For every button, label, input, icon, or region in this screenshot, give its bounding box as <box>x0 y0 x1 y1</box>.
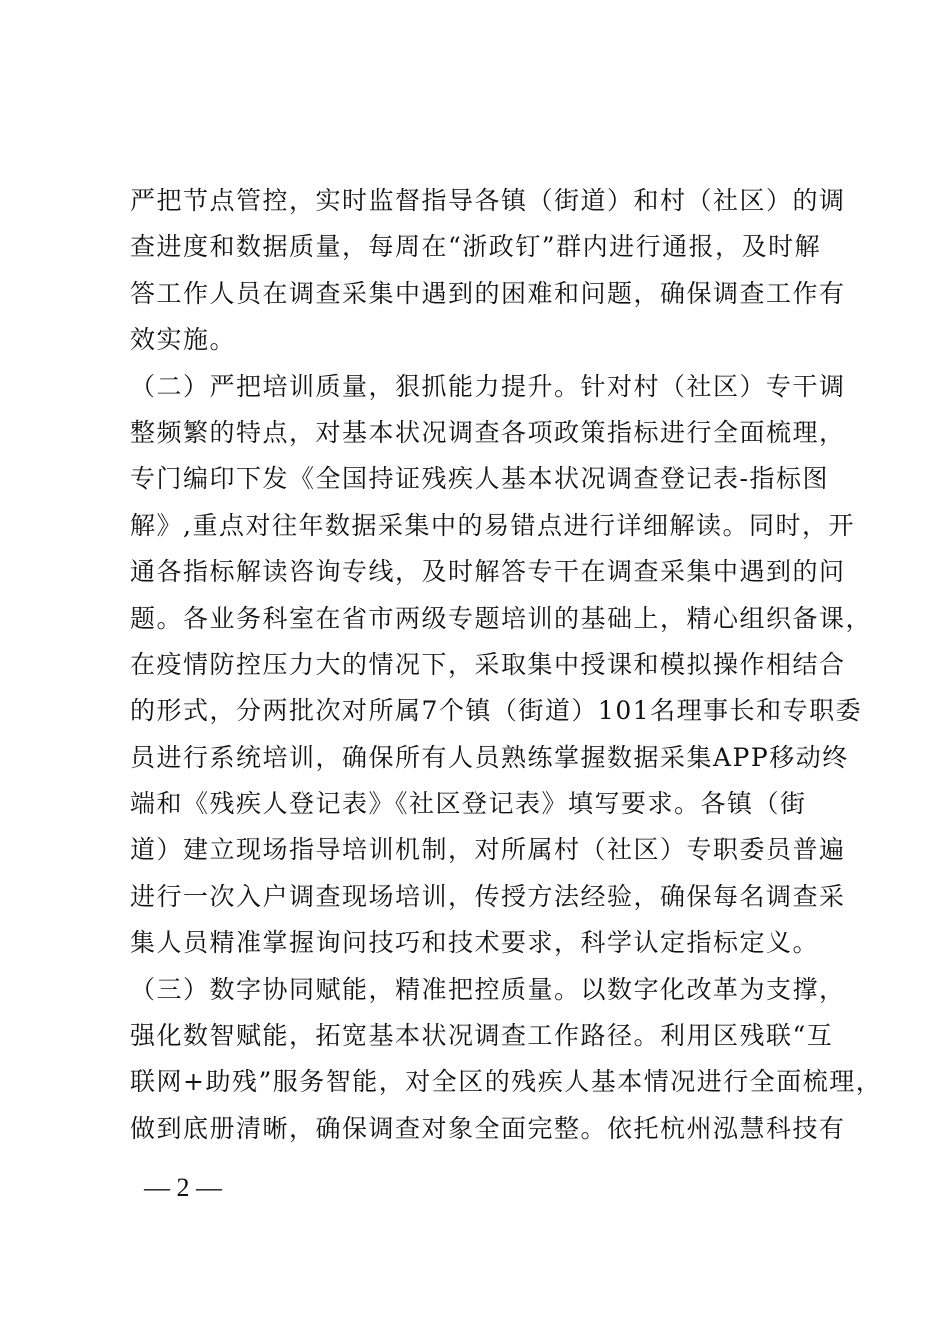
text-line: 整频繁的特点，对基本状况调查各项政策指标进行全面梳理， <box>130 417 846 447</box>
text-line: 集人员精准掌握询问技巧和技术要求，科学认定指标定义。 <box>130 928 820 958</box>
text-line: 端和《残疾人登记表》《社区登记表》填写要求。各镇（街 <box>130 789 807 819</box>
text-line: 题。各业务科室在省市两级专题培训的基础上，精心组织备课， <box>130 603 873 633</box>
section-heading-line: （二）严把培训质量，狠抓能力提升。针对村（社区）专干调 <box>130 371 846 401</box>
text-line: 解》,重点对往年数据采集中的易错点进行详细解读。同时，开 <box>130 510 855 540</box>
text-line: 效实施。 <box>130 325 237 355</box>
text-line: 的形式，分两批次对所属7个镇（街道）101名理事长和专职委 <box>130 696 863 726</box>
text-line: 通各指标解读咨询专线，及时解答专干在调查采集中遇到的问 <box>130 557 846 587</box>
body-text <box>130 178 883 1152</box>
text-line: 进行一次入户调查现场培训，传授方法经验，确保每名调查采 <box>130 881 846 911</box>
text-line: 做到底册清晰，确保调查对象全面完整。依托杭州泓慧科技有 <box>130 1113 846 1143</box>
text-line: 专门编印下发《全国持证残疾人基本状况调查登记表-指标图 <box>130 464 829 494</box>
section-heading-line: （三）数字协同赋能，精准把控质量。以数字化改革为支撑， <box>130 974 846 1004</box>
text-line: 联网+助残”服务智能，对全区的残疾人基本情况进行全面梳理， <box>130 1067 883 1097</box>
page-number: — 2 — <box>144 1173 222 1202</box>
text-line: 查进度和数据质量，每周在“浙政钉”群内进行通报，及时解 <box>130 232 822 262</box>
text-line: 强化数智赋能，拓宽基本状况调查工作路径。利用区残联“互 <box>130 1021 834 1051</box>
text-line: 答工作人员在调查采集中遇到的困难和问题，确保调查工作有 <box>130 278 846 308</box>
text-line: 在疫情防控压力大的情况下，采取集中授课和模拟操作相结合 <box>130 649 846 679</box>
text-line: 员进行系统培训，确保所有人员熟练掌握数据采集APP移动终 <box>130 742 849 772</box>
text-line: 严把节点管控，实时监督指导各镇（街道）和村（社区）的调 <box>130 186 846 215</box>
text-line: 道）建立现场指导培训机制，对所属村（社区）专职委员普遍 <box>130 835 846 865</box>
